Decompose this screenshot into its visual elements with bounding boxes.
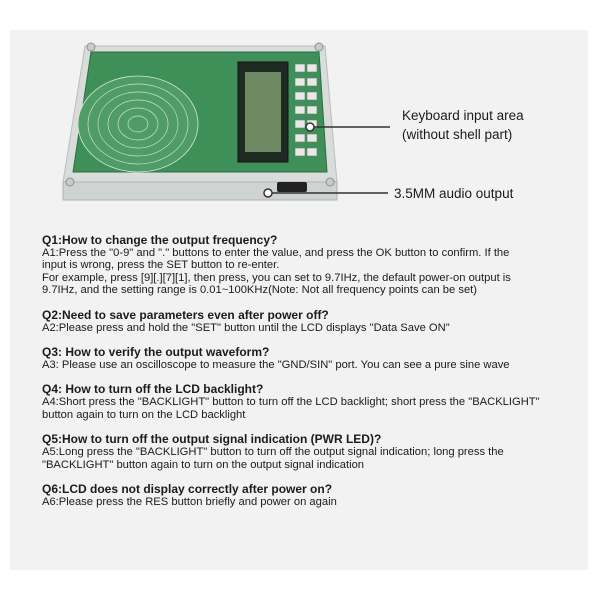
faq-question: Q5:How to turn off the output signal indication (PWR LED)? — [42, 432, 382, 447]
faq-section — [42, 233, 582, 519]
faq-answer: A1:Press the "0-9" and "." buttons to enter the value, and press the OK button to confirm. If the input is wrong, press the SET button to re-enter. For example, press [9][.][7][1], then press, you can set to 9.7IHz, the default power-on output is 9.7IHz, and the setting range is 0.01~100KHz(Note: Not all frequency points can be set) — [42, 247, 511, 297]
faq-item — [42, 482, 582, 508]
keyboard-callout-line2: (without shell part) — [402, 127, 513, 142]
faq-question: Q2:Need to save parameters even after power off? — [42, 307, 329, 322]
faq-question: Q1:How to change the output frequency? — [42, 233, 278, 247]
faq-item — [42, 432, 582, 471]
faq-item — [42, 382, 582, 421]
faq-item — [42, 345, 582, 371]
faq-question: Q3: How to verify the output waveform? — [42, 345, 270, 360]
faq-question: Q4: How to turn off the LCD backlight? — [42, 382, 264, 397]
faq-item — [42, 233, 582, 297]
faq-item — [42, 308, 582, 334]
faq-answer: A5:Long press the "BACKLIGHT" button to turn off the output signal indication; long press the "BACKLIGHT" button again to turn on the output signal indication — [42, 446, 504, 471]
faq-question: Q6:LCD does not display correctly after power on? — [42, 482, 333, 497]
faq-answer: A6:Please press the RES button briefly and power on again — [42, 496, 337, 509]
audio-callout: 3.5MM audio output — [394, 186, 514, 201]
faq-answer: A3: Please use an oscilloscope to measure the "GND/SIN" port. You can see a pure sine wave — [42, 359, 510, 372]
keyboard-callout — [402, 106, 524, 144]
keyboard-callout-line1: Keyboard input area — [402, 108, 524, 123]
faq-answer: A2:Please press and hold the "SET" button until the LCD displays "Data Save ON" — [42, 321, 450, 334]
faq-answer: A4:Short press the "BACKLIGHT" button to turn off the LCD backlight; short press the "BACKLIGHT" button again to turn on the LCD backlight — [42, 396, 540, 421]
